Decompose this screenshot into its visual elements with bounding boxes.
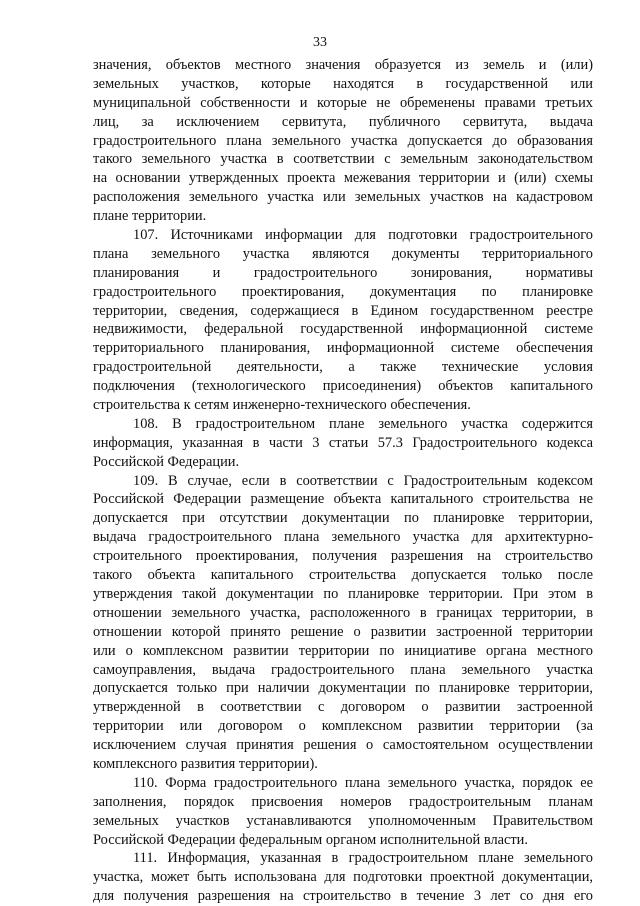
text-line: самоуправления, выдача градостроительного плана земельного участка xyxy=(93,661,593,678)
text-line: на основании утвержденных проекта межевания территории и (или) схемы xyxy=(93,170,593,187)
text-line: территориального планирования, информационной системе обеспечения xyxy=(93,340,593,357)
text-line: строительства к сетям инженерно-технического обеспечения. xyxy=(93,397,471,414)
text-line: плана земельного участка являются документы территориального xyxy=(93,245,593,262)
text-line: лиц, за исключением сервитута, публичного сервитута, выдача xyxy=(93,113,593,130)
text-line: допускается при отсутствии документации по планировке территории, xyxy=(93,510,593,527)
text-line: участка, может быть использована для подготовки проектной документации, xyxy=(93,869,593,886)
text-line: утвержденной в соответствии с договором о развитии застроенной xyxy=(93,699,593,716)
text-line: информация, указанная в части 3 статьи 57.3 Градостроительного кодекса xyxy=(93,434,593,451)
text-line: муниципальной собственности и которые не обременены правами третьих xyxy=(93,94,593,111)
document-body xyxy=(93,56,593,906)
text-line: территории или договором о комплексном развитии территории (за xyxy=(93,718,593,735)
text-line: отношении которой принято решение о развитии застроенной территории xyxy=(93,623,593,640)
text-line: или о комплексном развитии территории по инициативе органа местного xyxy=(93,642,593,659)
text-line: выдача градостроительного плана земельного участка для архитектурно- xyxy=(93,529,593,546)
text-line: отношении земельного участка, расположенного в границах территории, в xyxy=(93,604,593,621)
text-line: исключением случая принятия решения о самостоятельном осуществлении xyxy=(93,737,593,754)
text-line: планирования и градостроительного зонирования, нормативы xyxy=(93,264,593,281)
text-line: земельных участков, которые находятся в государственной или xyxy=(93,75,593,92)
text-line: Российской Федерации. xyxy=(93,453,240,470)
text-line: такого земельного участка в соответствии с земельным законодательством xyxy=(93,151,593,168)
text-line: расположения земельного участка или земельных участков на кадастровом xyxy=(93,189,593,206)
page-number: 33 xyxy=(313,35,327,50)
text-line: допускается только при наличии документации по планировке территории, xyxy=(93,680,593,697)
text-line: такого объекта капитального строительства допускается только после xyxy=(93,567,593,584)
text-line: подключения (технологического присоединения) объектов капитального xyxy=(93,378,593,395)
text-line: градостроительной деятельности, а также технические условия xyxy=(93,359,593,376)
text-line: 110. Форма градостроительного плана земельного участка, порядок ее xyxy=(133,774,593,791)
text-line: 109. В случае, если в соответствии с Градостроительным кодексом xyxy=(133,472,593,489)
text-line: Российской Федерации размещение объекта капитального строительства не xyxy=(93,491,593,508)
text-line: недвижимости, федеральной государственной информационной системе xyxy=(93,321,593,338)
text-line: Российской Федерации федеральным органом исполнительной власти. xyxy=(93,831,528,848)
text-line: значения, объектов местного значения образуется из земель и (или) xyxy=(93,57,593,73)
text-line: строительного проектирования, получения разрешения на строительство xyxy=(93,548,593,565)
text-line: территории, сведения, содержащиеся в Едином государственном реестре xyxy=(93,302,593,319)
text-line: градостроительного проектирования, документация по планировке xyxy=(93,283,593,300)
text-line: земельных участков устанавливаются уполномоченным Правительством xyxy=(93,812,593,829)
text-line: 107. Источниками информации для подготовки градостроительного xyxy=(133,227,593,244)
text-line: плане территории. xyxy=(93,208,207,225)
text-line: утверждения такой документации по планировке территории. При этом в xyxy=(93,585,593,602)
text-line: 111. Информация, указанная в градостроительном плане земельного xyxy=(133,850,593,867)
text-line: для получения разрешения на строительство в течение 3 лет со дня его xyxy=(93,888,593,905)
text-line: градостроительного плана земельного участка допускается до образования xyxy=(93,132,593,149)
text-line: заполнения, порядок присвоения номеров градостроительным планам xyxy=(93,793,593,810)
text-line: комплексного развития территории). xyxy=(93,755,318,772)
text-line: 108. В градостроительном плане земельного участка содержится xyxy=(133,415,593,432)
